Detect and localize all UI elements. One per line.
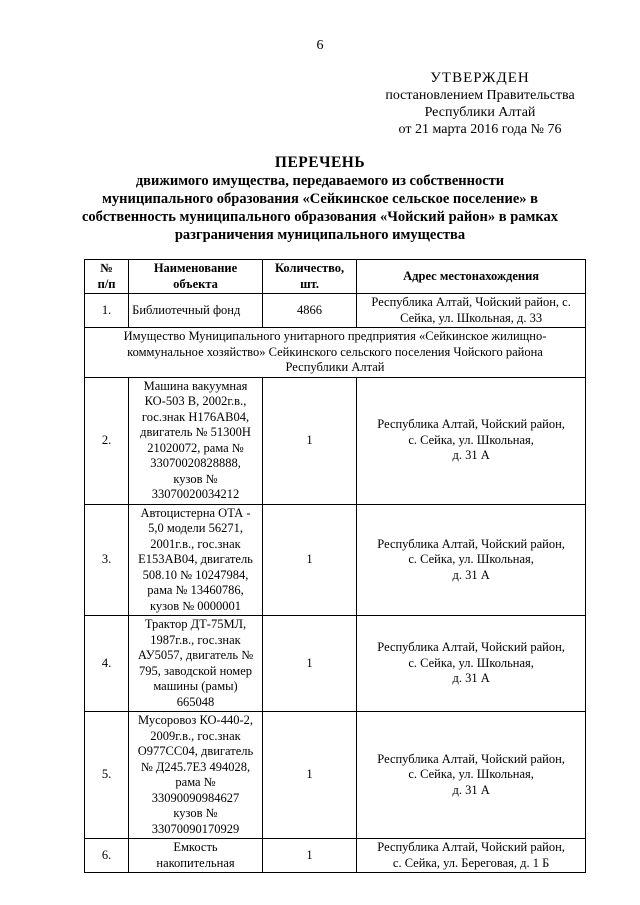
address-line: Республика Алтай, Чойский район, [377,840,565,854]
name-line: Мусоровоз КО-440-2, [138,713,253,727]
table-row [85,294,586,328]
address-line: с. Сейка, ул. Школьная, [408,767,534,782]
header-num [85,260,129,294]
header-num-line: № [100,261,113,275]
name-line: 508.10 № 10247984, [142,567,249,582]
header-qty-line: Количество, [274,261,345,275]
approval-block [340,70,620,138]
table-row [85,839,586,873]
address-line: Республика Алтай, Чойский район, [377,640,565,655]
cell-qty: 1 [262,616,356,712]
address-line: д. 31 А [452,567,490,582]
cell-num: 5. [85,712,129,839]
address-line: Республика Алтай, Чойский район, с. [371,295,571,309]
section-line: коммунальное хозяйство» Сейкинского сельского поселения Чойского района [127,344,543,359]
name-line: накопительная [156,855,235,870]
address-line: с. Сейка, ул. Школьная, [408,432,534,447]
name-line: кузов № 0000001 [149,598,242,613]
title-line: разграничения муниципального имущества [174,227,466,243]
cell-name: Библиотечный фонд [129,294,263,328]
address-line: с. Сейка, ул. Школьная, [408,552,534,566]
name-line: 33070020034212 [151,487,240,501]
name-line: Е153АВ04, двигатель [138,552,253,566]
cell-num: 2. [85,377,129,504]
name-line: 2001г.в., гос.знак [150,536,241,551]
section-heading [85,328,586,378]
table-header-row [85,260,586,294]
address-line: с. Сейка, ул. Береговая, д. 1 Б [392,855,550,870]
table-row [85,504,586,616]
name-line: кузов № [173,471,218,486]
name-line: 5,0 модели 56271, [148,521,243,535]
title-line: собственность муниципального образования «Чойский район» в рамках [81,209,559,225]
name-line: 33070090170929 [151,821,240,836]
page-number: 6 [316,38,324,53]
name-line: О977СС04, двигатель [137,744,254,758]
name-line: двигатель № 51300Н [140,425,251,439]
address-line: Сейка, ул. Школьная, д. 33 [400,310,543,325]
cell-name [129,504,263,616]
cell-num: 3. [85,504,129,616]
header-name-line: объекта [173,276,218,291]
cell-address [357,616,586,712]
name-line: Машина вакуумная [143,378,248,393]
name-line: 795, заводской номер [139,663,253,678]
section-line: Республики Алтай [285,360,385,374]
table-row [85,712,586,839]
cell-address [357,839,586,873]
header-qty [262,260,356,294]
name-line: 33090090984627 [151,790,240,805]
name-line: 1987г.в., гос.знак [150,632,241,647]
cell-qty: 1 [262,504,356,616]
cell-qty: 4866 [262,294,356,328]
title-main: ПЕРЕЧЕНЬ [274,154,366,171]
cell-address [357,504,586,616]
cell-name [129,712,263,839]
header-name-line: Наименование [153,261,238,275]
address-line: Республика Алтай, Чойский район, [377,536,565,551]
cell-name [129,377,263,504]
section-line: Имущество Муниципального унитарного предприятия «Сейкинское жилищно- [123,329,547,343]
name-line: гос.знак Н176АВ04, [141,409,250,424]
name-line: 21020072, рама № [147,440,244,455]
address-line: Республика Алтай, Чойский район, [377,751,565,766]
name-line: Автоцистерна ОТА - [140,505,251,520]
name-line: АУ5057, двигатель № [137,648,254,662]
address-line: с. Сейка, ул. Школьная, [408,655,534,670]
table-row [85,377,586,504]
cell-qty: 1 [262,377,356,504]
approval-line: постановлением Правительства [385,88,575,103]
name-line: рама № 13460786, [147,583,244,597]
cell-num: 1. [85,294,129,328]
address-line: д. 31 А [452,782,490,797]
address-line: Республика Алтай, Чойский район, [377,417,565,432]
title-line: муниципального образования «Сейкинское сельское поселение» в [102,191,538,207]
header-qty-line: шт. [300,276,319,291]
cell-qty: 1 [262,839,356,873]
name-line: № Д245.7Е3 494028, [140,759,251,774]
cell-qty: 1 [262,712,356,839]
approval-heading: УТВЕРЖДЕН [430,70,530,86]
name-line: Емкость [173,840,218,854]
cell-name [129,616,263,712]
table-row [85,616,586,712]
cell-address [357,294,586,328]
name-line: 33070020828888, [150,456,241,470]
property-table [84,259,586,873]
cell-num: 4. [85,616,129,712]
name-line: 2009г.в., гос.знак [150,728,241,743]
name-line: машины (рамы) [153,679,238,693]
address-line: д. 31 А [452,671,490,686]
name-line: Трактор ДТ-75МЛ, [144,617,247,631]
cell-num: 6. [85,839,129,873]
cell-name [129,839,263,873]
title-line: движимого имущества, передаваемого из собственности [135,173,505,189]
document-title [70,154,570,244]
approval-line: от 21 марта 2016 года № 76 [398,122,562,137]
name-line: рама № [175,775,216,789]
address-line: д. 31 А [452,448,490,463]
name-line: кузов № [173,806,218,820]
header-address-line: Адрес местонахождения [403,268,540,283]
cell-address [357,377,586,504]
cell-address [357,712,586,839]
header-address [357,260,586,294]
header-num-line: п/п [97,276,116,291]
name-line: 665048 [176,694,215,709]
approval-line: Республики Алтай [424,105,536,120]
header-name [129,260,263,294]
section-row [85,328,586,378]
name-line: КО-503 В, 2002г.в., [144,394,247,408]
